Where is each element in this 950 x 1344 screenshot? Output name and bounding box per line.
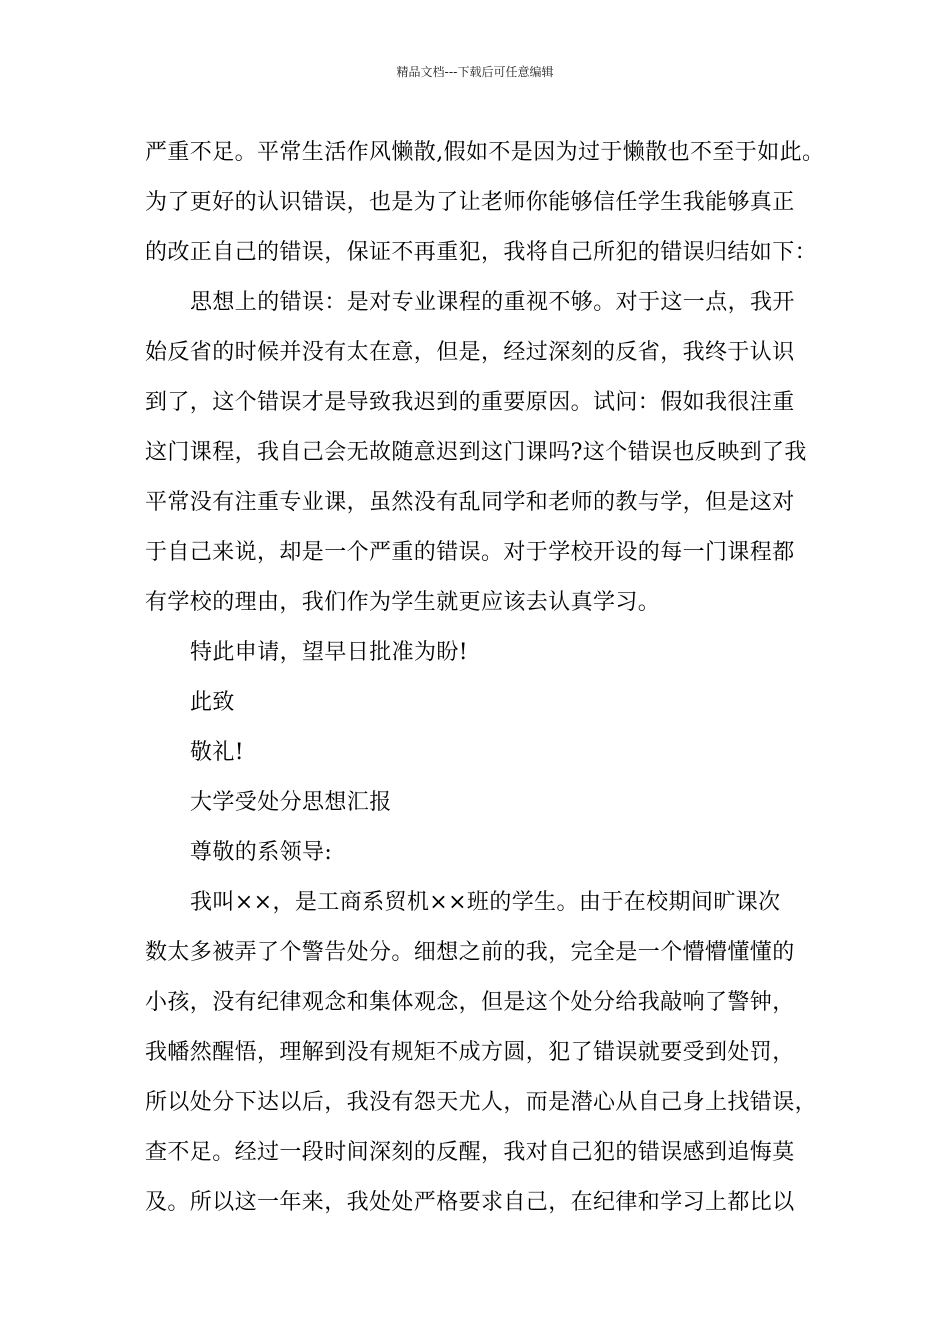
text-line: 查不足。经过一段时间深刻的反醒，我对自己犯的错误感到追悔莫	[145, 1140, 795, 1165]
text-line: 数太多被弄了个警告处分。细想之前的我，完全是一个懵懵懂懂的	[145, 940, 795, 965]
document-body	[145, 128, 835, 1228]
salutation-line: 敬礼!	[190, 740, 245, 765]
greeting-line: 尊敬的系领导:	[190, 840, 333, 865]
section-title: 大学受处分思想汇报	[190, 790, 392, 815]
page-header: 精品文档---下载后可任意编辑	[396, 65, 554, 79]
text-line: 所以处分下达以后，我没有怨天尤人，而是潜心从自己身上找错误，	[145, 1090, 818, 1115]
text-line: 严重不足。平常生活作风懒散,假如不是因为过于懒散也不至于如此。	[145, 140, 825, 165]
text-line: 平常没有注重专业课，虽然没有乱同学和老师的教与学，但是这对	[145, 490, 795, 515]
text-line: 这门课程，我自己会无故随意迟到这门课吗?这个错误也反映到了我	[145, 440, 807, 465]
request-line: 特此申请，望早日批准为盼!	[190, 640, 469, 665]
closing-line: 此致	[190, 690, 235, 715]
paragraph-start-line: 我叫××，是工商系贸机××班的学生。由于在校期间旷课次	[190, 890, 781, 915]
text-line: 始反省的时候并没有太在意，但是，经过深刻的反省，我终于认识	[145, 340, 795, 365]
text-line: 于自己来说，却是一个严重的错误。对于学校开设的每一门课程都	[145, 540, 795, 565]
text-line: 我幡然醒悟，理解到没有规矩不成方圆，犯了错误就要受到处罚，	[145, 1040, 795, 1065]
text-line: 的改正自己的错误，保证不再重犯，我将自己所犯的错误归结如下：	[145, 240, 818, 265]
text-line: 有学校的理由，我们作为学生就更应该去认真学习。	[145, 590, 661, 615]
text-line: 为了更好的认识错误，也是为了让老师你能够信任学生我能够真正	[145, 190, 795, 215]
paragraph-start-line: 思想上的错误：是对专业课程的重视不够。对于这一点，我开	[190, 290, 795, 315]
text-line: 及。所以这一年来，我处处严格要求自己，在纪律和学习上都比以	[145, 1190, 795, 1215]
text-line: 小孩，没有纪律观念和集体观念，但是这个处分给我敲响了警钟，	[145, 990, 795, 1015]
text-line: 到了，这个错误才是导致我迟到的重要原因。试问：假如我很注重	[145, 390, 795, 415]
